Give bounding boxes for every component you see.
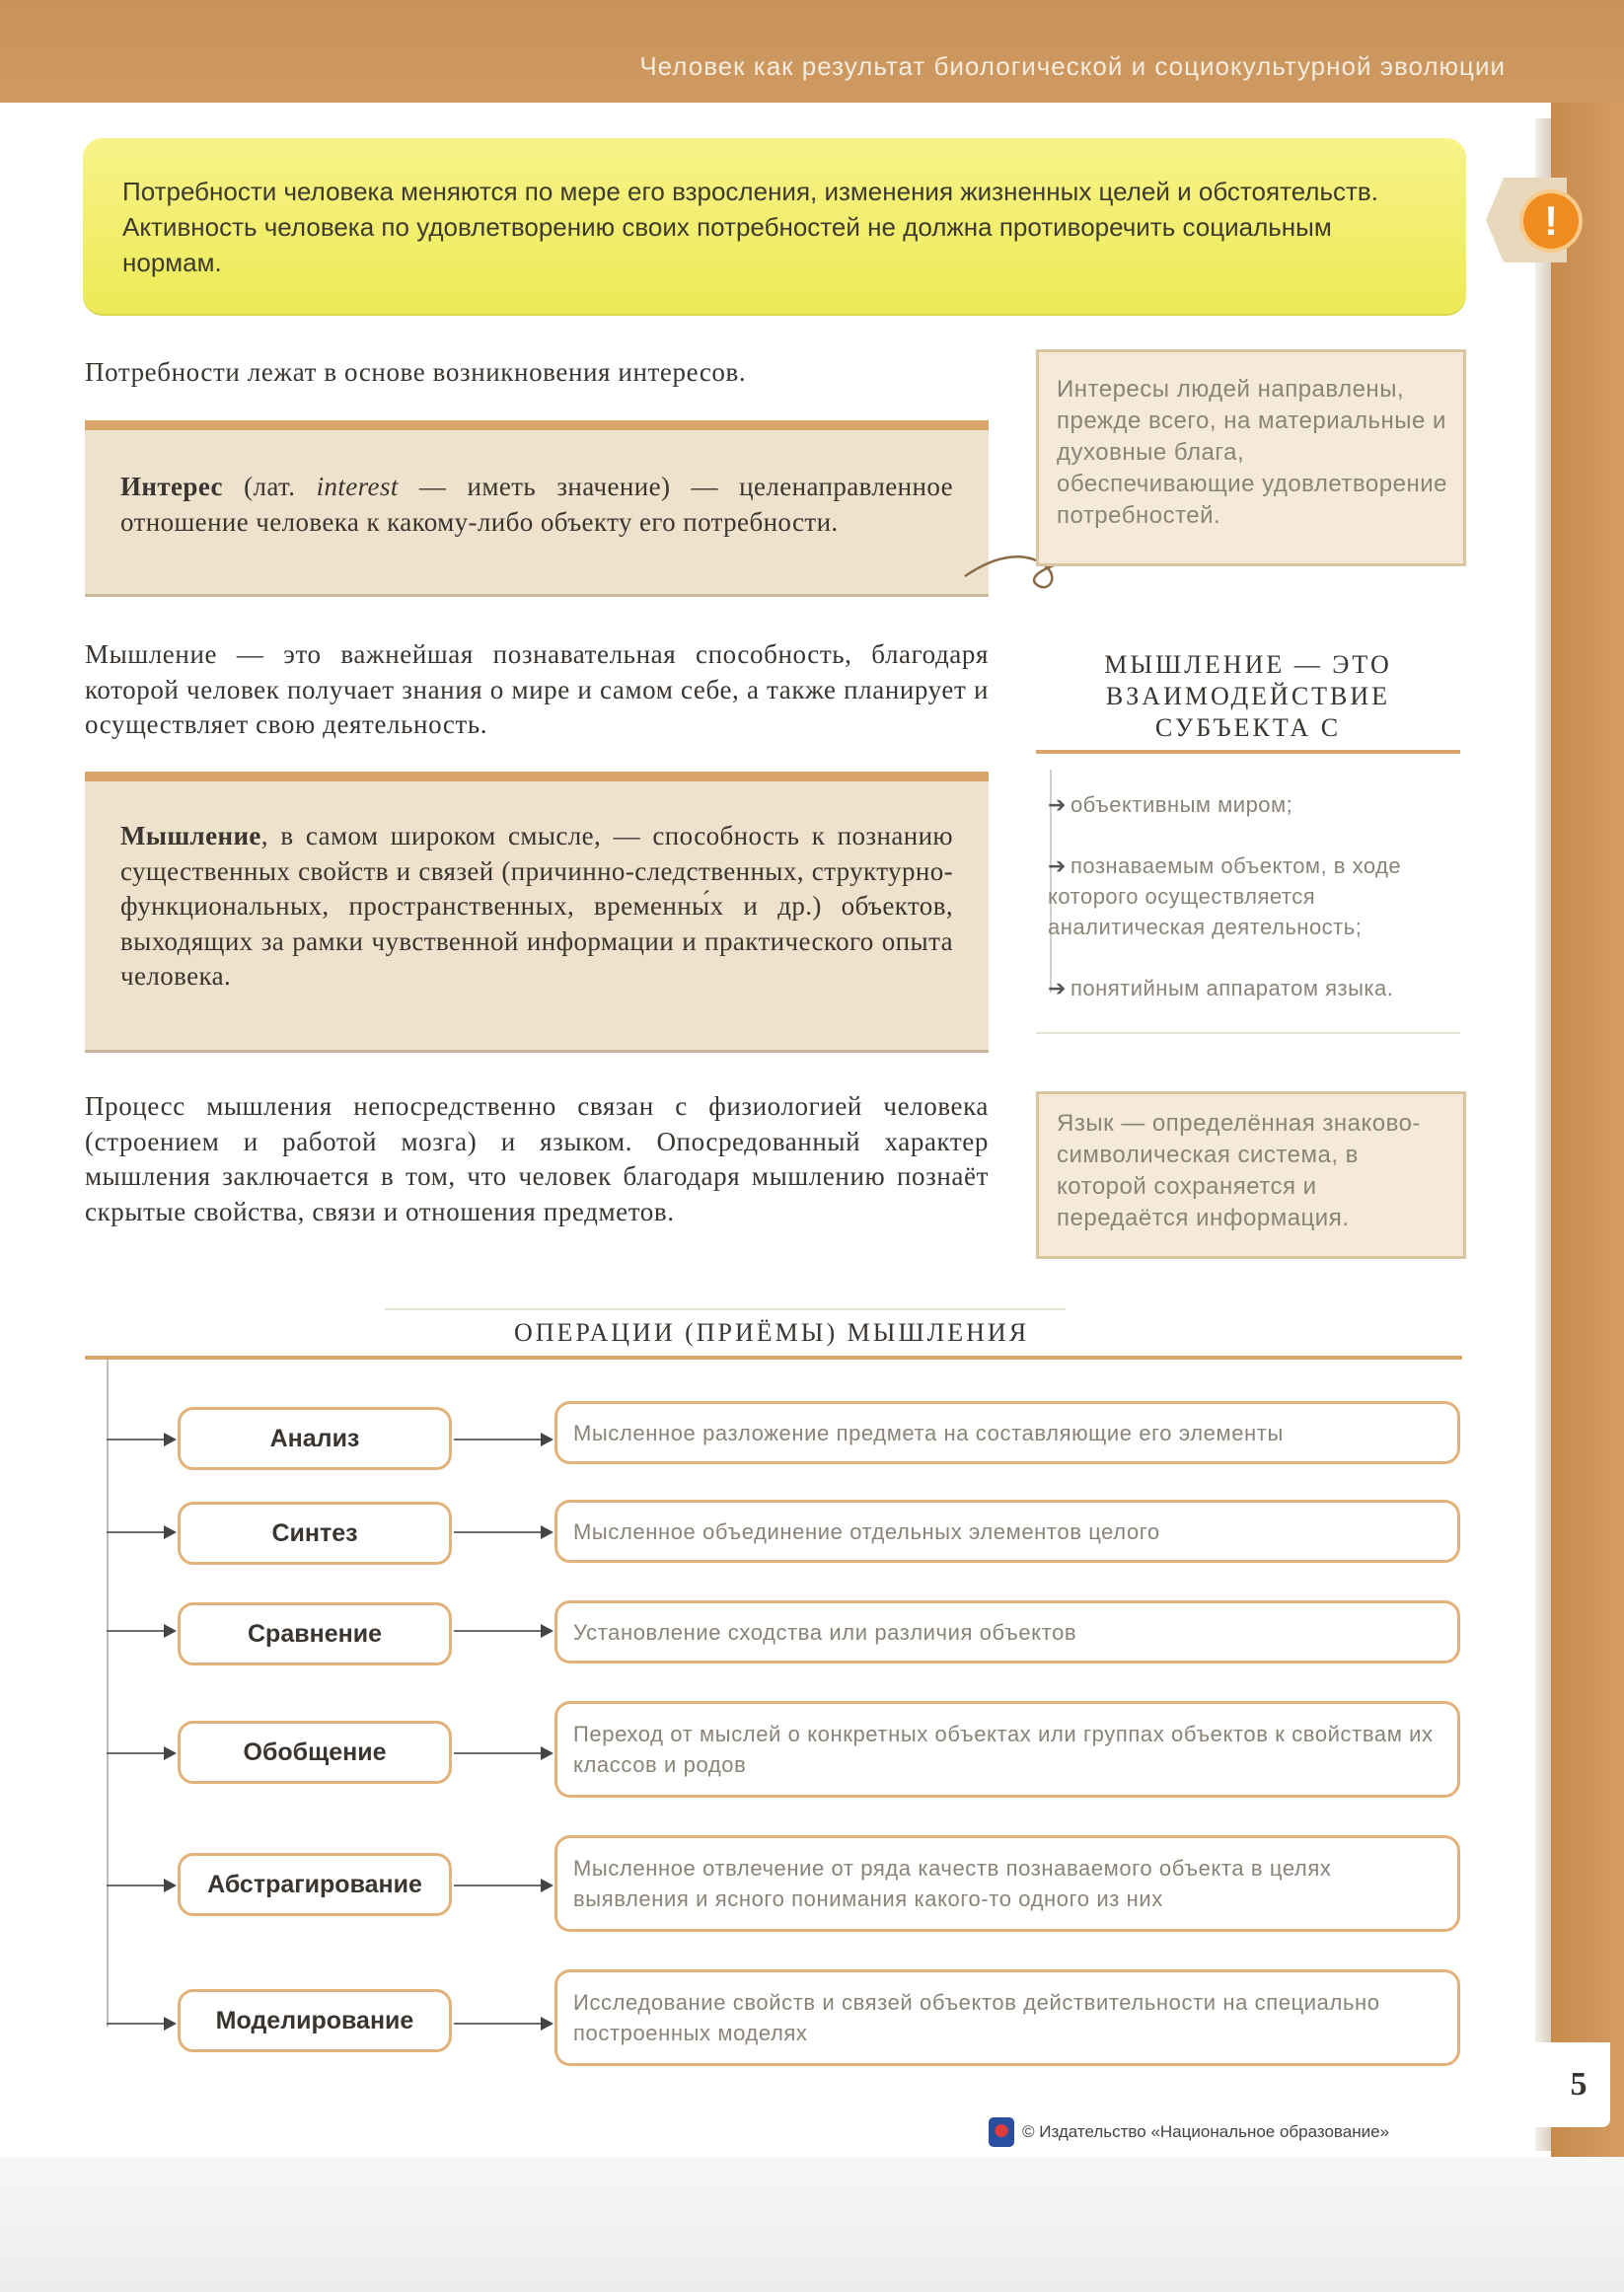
publisher-text: © Издательство «Национальное образование» — [1022, 2122, 1390, 2141]
operations-heading: ОПЕРАЦИИ (ПРИЁМЫ) МЫШЛЕНИЯ — [513, 1318, 1030, 1347]
link-line — [454, 2023, 543, 2025]
link-line — [454, 1630, 543, 1632]
operation-description: Исследование свойств и связей объектов действительности на специально построенных моделях — [554, 1969, 1460, 2066]
key-notice — [83, 138, 1466, 314]
running-header: Человек как результат биологической и социокультурной эволюции — [639, 51, 1506, 81]
arrow-right-icon: ➔ — [1048, 792, 1067, 817]
arrow-right-icon: ➔ — [1048, 976, 1067, 1000]
publisher-emblem-icon — [989, 2117, 1014, 2147]
operations-rule — [85, 1356, 1462, 1360]
key-notice-text: Потребности человека меняются по мере его взросления, изменения жизненных целей и обстоятельств. Активность человека по удовлетворению своих потребностей не должна противоречить социальным нормам. — [122, 177, 1378, 277]
thinking-term: Мышление — [120, 821, 261, 850]
arrow-right-icon — [164, 2017, 177, 2031]
thinking-interaction-item: ➔ понятийным аппаратом языка. — [1048, 976, 1394, 1000]
operation-description: Переход от мыслей о конкретных объектах или группах объектов к свойствам их классов и родов — [554, 1701, 1460, 1798]
thinking-interaction-bottom-rule — [1036, 1032, 1460, 1034]
arrow-right-icon — [164, 1624, 177, 1638]
thinking-interaction-item: ➔ объективным миром; — [1048, 792, 1293, 817]
interest-lat-prefix: (лат. — [222, 472, 317, 501]
interest-note: Интересы людей направлены, прежде всего, на материальные и духовные блага, обеспечивающие удовлетворение потребностей. — [1036, 349, 1466, 566]
operations-top-rule — [385, 1308, 1066, 1310]
branch-line — [107, 1439, 166, 1441]
intro-paragraph: Потребности лежат в основе возникновения интересов. — [85, 357, 747, 387]
publisher-footer — [989, 2117, 1389, 2147]
branch-line — [107, 1630, 166, 1632]
operation-label: Сравнение — [178, 1602, 452, 1665]
arrow-right-icon — [541, 2017, 554, 2031]
interest-definition-text: — иметь значение) — целенаправленное отношение человека к какому-либо объекту его потребности. — [120, 472, 953, 537]
operation-description: Мысленное разложение предмета на составляющие его элементы — [554, 1401, 1460, 1464]
operation-label: Моделирование — [178, 1989, 452, 2052]
thinking-interaction-item: ➔ познаваемым объектом, в ходе которого осуществляется аналитическая деятельность; — [1048, 853, 1402, 939]
thinking-interaction-heading: МЫШЛЕНИЕ — ЭТО ВЗАИМОДЕЙСТВИЕ СУБЪЕКТА С — [1104, 650, 1392, 742]
interest-term: Интерес — [120, 472, 223, 501]
arrow-right-icon — [164, 1525, 177, 1539]
link-line — [454, 1531, 543, 1533]
operation-description: Установление сходства или различия объектов — [554, 1600, 1460, 1664]
operation-label: Обобщение — [178, 1721, 452, 1784]
arrow-right-icon — [541, 1879, 554, 1892]
page-bottom-shadow — [0, 2157, 1624, 2292]
arrow-right-icon — [541, 1433, 554, 1446]
interest-lat-word: interest — [316, 472, 399, 501]
operation-description: Мысленное объединение отдельных элементов целого — [554, 1500, 1460, 1563]
thinking-definition — [85, 772, 989, 1050]
arrow-right-icon — [164, 1433, 177, 1446]
thinking-definition-text: , в самом широком смысле, — способность к познанию существенных свойств и связей (причинно-следственных, структурно-функциональных, пространственных, временны́х и др.) объектов, выходящих за рамки чувственной информации и практического опыта человека. — [120, 821, 953, 991]
thinking-intro-paragraph: Мышление — это важнейшая познавательная способность, благодаря которой человек получает знания о мире и самом себе, а также планирует и осуществляет свою деятельность. — [85, 639, 989, 739]
page-number: 5 — [1570, 2066, 1587, 2103]
interest-definition — [85, 420, 989, 594]
link-line — [454, 1752, 543, 1754]
language-note: Язык — определённая знаково-символическая система, в которой сохраняется и передаётся информация. — [1036, 1091, 1466, 1259]
arrow-right-icon — [541, 1746, 554, 1760]
operations-trunk-line — [107, 1360, 109, 2027]
branch-line — [107, 1531, 166, 1533]
branch-line — [107, 1752, 166, 1754]
link-line — [454, 1439, 543, 1441]
thinking-interaction-rule — [1036, 750, 1460, 754]
arrow-right-icon — [164, 1746, 177, 1760]
page-edge — [1535, 118, 1551, 2151]
operation-label: Анализ — [178, 1407, 452, 1470]
arrow-right-icon — [541, 1624, 554, 1638]
right-margin-band — [1551, 103, 1624, 2175]
branch-line — [107, 2023, 166, 2025]
arrow-right-icon — [541, 1525, 554, 1539]
operation-label: Синтез — [178, 1502, 452, 1565]
branch-line — [107, 1885, 166, 1886]
exclamation-icon: ! — [1523, 193, 1579, 249]
arrow-right-icon — [164, 1879, 177, 1892]
operation-label: Абстрагирование — [178, 1853, 452, 1916]
operation-description: Мысленное отвлечение от ряда качеств познаваемого объекта в целях выявления и ясного понимания какого-то одного из них — [554, 1835, 1460, 1932]
link-line — [454, 1885, 543, 1886]
process-paragraph: Процесс мышления непосредственно связан с физиологией человека (строением и работой мозга) и языком. Опосредованный характер мышления заключается в том, что человек благодаря мышлению познаёт скрытые свойства, связи и отношения предметов. — [85, 1091, 989, 1226]
arrow-right-icon: ➔ — [1048, 853, 1067, 878]
